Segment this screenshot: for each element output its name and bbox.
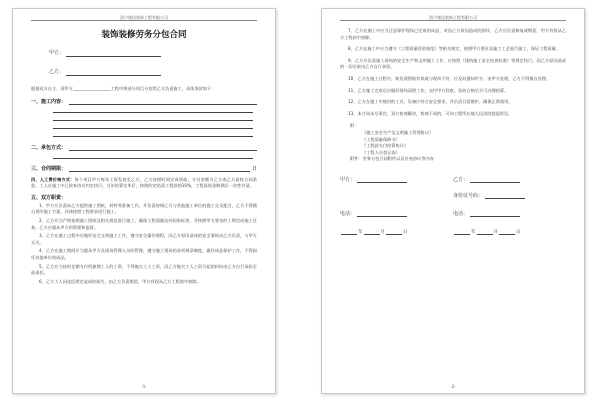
- clause-2: 2、乙方应当严格按照施工图纸及相关规范进行施工，确保工程质量达到国家标准，并按照甲方要求的工期完成施工任务，乙方应服从甲方的管理和监督。: [31, 217, 257, 230]
- page-number: -2-: [450, 384, 456, 389]
- party-b-phone-label: 电话：: [453, 210, 469, 217]
- section-contract-type: [31, 144, 257, 151]
- period-day-suffix: 日: [251, 165, 257, 172]
- party-a-field: [49, 50, 257, 57]
- intro-paragraph: 根据双方自主、现甲方__________________工程中将部分项目分包给乙方负责施工，具体条款如下：: [31, 86, 216, 91]
- party-a-sign-label: 甲方：: [340, 176, 356, 183]
- clause-6: 6、乙方工人因违反规定造成的损失，由乙方负责赔偿，甲方有权从乙方工程款中扣除。: [39, 278, 201, 284]
- blank-line: [53, 108, 253, 113]
- attachments-heading: 附：: [350, 123, 359, 129]
- attachments-note: 附件：劳务分包合同附件以及补充协议等内容: [350, 156, 434, 162]
- section-work-content: [31, 98, 257, 105]
- section-1-heading: 一、施工内容：: [31, 98, 67, 105]
- clause-12: 12、乙方在施工中使用的工具、设备应符合安全要求，并负责日常维护，确保正常使用。: [348, 99, 513, 105]
- party-a-date: [340, 229, 453, 235]
- page-header: 西宁康达装饰工程有限公司: [31, 15, 257, 21]
- clause-1: 1、甲方应负责向乙方提供施工图纸、材料等准备工作，并负责协调乙方与其他施工单位的施工交叉配合，乙方不得擅自更改施工方案，具体按照工程要求进行施工。: [31, 202, 257, 215]
- date-day: 日: [403, 229, 408, 235]
- attachment-item: 《工程质量保修书》: [362, 136, 400, 142]
- contract-page-1: [12, 8, 276, 394]
- clause-13: 13、本合同未尽事宜，双方协商解决，协商不成的，可向工程所在地人民法院提起诉讼。: [348, 110, 513, 116]
- date-month: 月: [380, 229, 385, 235]
- party-b-date: [453, 229, 566, 235]
- contract-page-2: [321, 8, 585, 394]
- labor-fee-paragraph: [31, 177, 257, 190]
- clause-5: 5、乙方应当按时足额支付所雇佣工人的工资，不得拖欠工人工资，因乙方拖欠工人工资引起的纠纷由乙方自行承担全部责任。: [31, 263, 257, 276]
- clause-8: 8、乙方在施工中应当遵守《工程质量验收规范》等相关规定，按照甲方要求及施工工艺进行施工，保证工程质量。: [348, 46, 561, 52]
- date-day: 日: [516, 229, 521, 235]
- attachment-item: 《施工安全生产及文明施工管理协议》: [362, 129, 434, 135]
- clause-9: 9、乙方应负责施工现场的安全生产和文明施工工作，应按照《建筑施工安全检查标准》等规定执行，因乙方原因造成的一切后果由乙方自行承担。: [340, 57, 566, 70]
- id-number-row: [340, 191, 566, 199]
- blank-line: [53, 154, 253, 159]
- date-month: 月: [493, 229, 498, 235]
- date-year: 年: [471, 229, 476, 235]
- party-a-phone-label: 电话：: [340, 210, 356, 217]
- attachment-item: 《工程款支付结算协议》: [362, 143, 409, 149]
- clause-11: 11、乙方施工完成后应做好现场清理工作，交付甲方验收，验收合格后方可办理结算。: [348, 87, 509, 93]
- section-4-text: 每个项目甲方每年工资发放至乙方，乙方按照时间完成领取，支付金额为乙方或乙方最终合同条款，工人在施工中已按本协议约定执行。当年结算完毕后，按照约定结清工程款的10%，工程质保金期满后一次性付清。: [31, 176, 257, 189]
- party-b-field: [49, 69, 257, 76]
- blank-line: [53, 132, 253, 137]
- party-a-label: 甲方：: [49, 50, 65, 56]
- section-5-heading: 五、双方职责：: [31, 194, 67, 201]
- clause-4: 4、乙方在施工期间应当服从甲方及现场管理人员的管理，遵守施工现场的各项规章制度，做好成品保护工作，不得损坏其他单位的成品。: [31, 248, 257, 260]
- page-number: -1-: [141, 384, 147, 389]
- clause-3: 3、乙方在施工过程中应做好安全文明施工工作，遵守安全操作规程，因乙方原因造成的安全事故由乙方负责，与甲方无关。: [31, 233, 257, 245]
- party-b-sign-label: 乙方：: [453, 176, 469, 183]
- section-3-heading: 三、合同期限：: [31, 165, 67, 172]
- date-year: 年: [358, 229, 363, 235]
- section-2-heading: 二、承包方式：: [31, 144, 67, 151]
- blank-line: [53, 116, 253, 121]
- attachment-item: 《工程人员登记表》: [362, 149, 400, 155]
- section-responsibilities: [31, 194, 257, 201]
- clause-10: 10、乙方在施工过程中，如发现图纸有误或与现场不符，应及时通知甲方，由甲方处理，乙方不得擅自处理。: [348, 75, 551, 81]
- party-b-label: 乙方：: [49, 69, 65, 75]
- clause-7: 7、乙方在施工中应当注意保护现场已完成的成品，对因乙方原因造成的损坏，乙方应负责修复或赔偿，甲方有权从乙方工程款中扣除。: [340, 28, 566, 40]
- date-row: [340, 227, 566, 235]
- contract-title: 装饰装修劳务分包合同: [101, 30, 187, 40]
- blank-line: [53, 124, 253, 129]
- section-contract-period: [31, 165, 257, 172]
- phone-row: [340, 209, 566, 217]
- signature-row: [340, 175, 566, 183]
- page-header: 西宁康达装饰工程有限公司: [340, 15, 566, 21]
- id-number-label: 身份证号码：: [453, 192, 484, 199]
- section-4-heading: 四、人工费价格方式：: [31, 176, 75, 182]
